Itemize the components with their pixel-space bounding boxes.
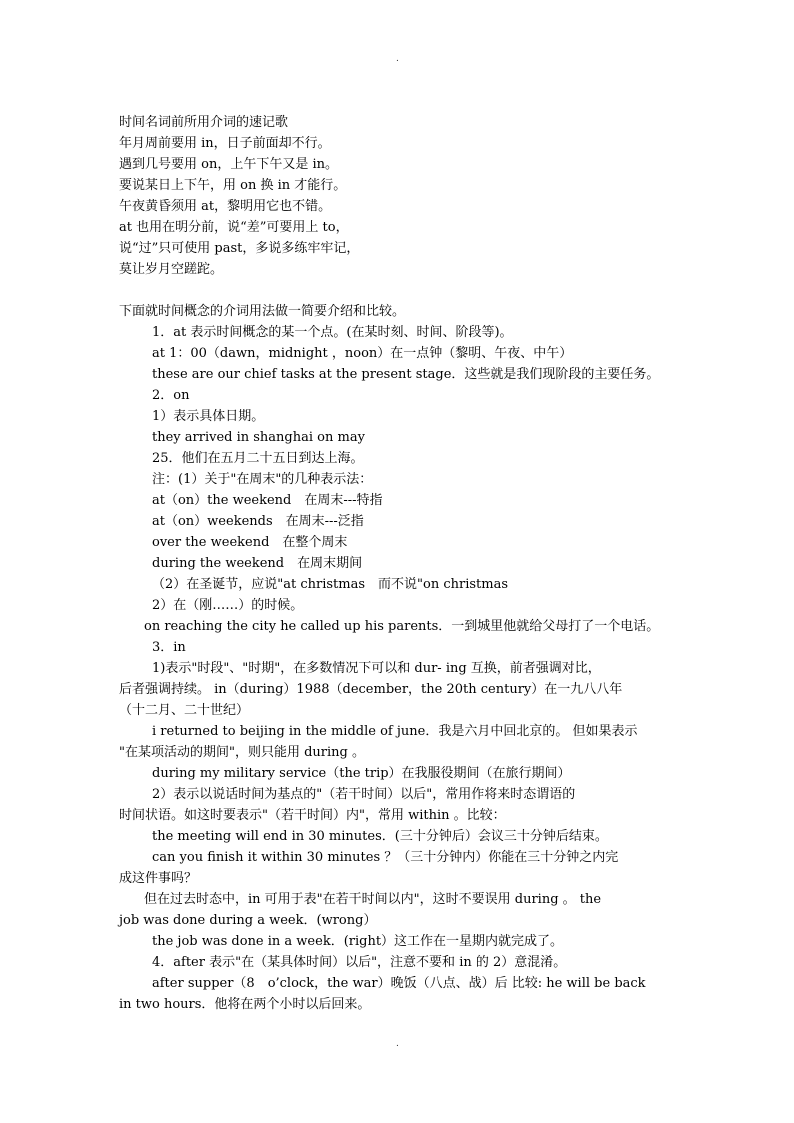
text-line: 2）在（刚……）的时候。 <box>152 598 304 613</box>
example-line: 25．他们在五月二十五日到达上海。 <box>152 451 364 466</box>
example-line: at（on）the weekend 在周末---特指 <box>152 493 383 508</box>
note-line: 注：(1）关于"在周末"的几种表示法： <box>152 472 373 487</box>
section-heading: 3．in <box>152 640 186 655</box>
footer-mark: . <box>396 1039 399 1049</box>
example-line: during my military service（the trip）在我服役期间（在旅行期间） <box>152 766 571 781</box>
header-mark: . <box>396 54 399 64</box>
example-line: in two hours．他将在两个小时以后回来。 <box>119 997 371 1012</box>
example-line: job was done during a week．(wrong） <box>119 913 377 928</box>
poem-line: 说“过”只可使用 past，多说多练牢牢记， <box>119 241 360 256</box>
example-line: at 1：00（dawn，midnight ，noon）在一点钟（黎明、午夜、中午） <box>152 346 573 361</box>
example-line: these are our chief tasks at the present stage．这些就是我们现阶段的主要任务。 <box>152 367 660 382</box>
text-line: 但在过去时态中，in 可用于表"在若干时间以内"，这时不要误用 during 。 the <box>144 892 602 907</box>
section-heading: 1．at 表示时间概念的某一个点。(在某时刻、时间、阶段等)。 <box>152 325 513 340</box>
example-line: over the weekend 在整个周末 <box>152 535 348 550</box>
example-line: can you finish it within 30 minutes ？（三十分钟内）你能在三十分钟之内完 <box>152 850 619 865</box>
example-line: they arrived in shanghai on may <box>152 430 365 445</box>
note-line: （2）在圣诞节，应说"at christmas 而不说"on christmas <box>152 577 509 592</box>
text-line: 时间状语。如这时要表示"（若干时间）内"，常用 within 。比较： <box>119 808 506 823</box>
text-line: 1)表示"时段"、"时期"，在多数情况下可以和 dur- ing 互换，前者强调对比， <box>152 661 601 676</box>
example-line: the job was done in a week．(right）这工作在一星期内就完成了。 <box>152 934 564 949</box>
section-heading: 2．on <box>152 388 190 403</box>
poem-line: 午夜黄昏须用 at，黎明用它也不错。 <box>119 199 332 214</box>
poem-line: at 也用在明分前，说“差”可要用上 to， <box>119 220 349 235</box>
example-line: on reaching the city he called up his parents．一到城里他就给父母打了一个电话。 <box>144 619 660 634</box>
text-line: 2）表示以说话时间为基点的"（若干时间）以后"，常用作将来时态谓语的 <box>152 787 576 802</box>
poem-line: 莫让岁月空蹉跎。 <box>119 262 224 277</box>
text-line: 成这件事吗？ <box>119 871 198 886</box>
poem-line: 年月周前要用 in，日子前面却不行。 <box>119 136 331 151</box>
text-line: "在某项活动的期间"，则只能用 during 。 <box>119 745 365 760</box>
example-line: i returned to beijing in the middle of june．我是六月中回北京的。 但如果表示 <box>152 724 638 739</box>
poem-title: 时间名词前所用介词的速记歌 <box>119 115 289 130</box>
text-line: （十二月、二十世纪） <box>119 703 250 718</box>
section-intro: 下面就时间概念的介词用法做一简要介绍和比较。 <box>119 304 406 319</box>
text-line: 1）表示具体日期。 <box>152 409 265 424</box>
poem-line: 遇到几号要用 on，上午下午又是 in。 <box>119 157 338 172</box>
example-line: during the weekend 在周末期间 <box>152 556 363 571</box>
text-line: 后者强调持续。 in（during）1988（december，the 20th century）在一九八八年 <box>119 682 623 697</box>
example-line: after supper（8 o’clock，the war）晚饭（八点、战）后 比较: he will be back <box>152 976 646 991</box>
example-line: the meeting will end in 30 minutes．(三十分钟后）会议三十分钟后结束。 <box>152 829 608 844</box>
example-line: at（on）weekends 在周末---泛指 <box>152 514 364 529</box>
section-heading: 4．after 表示"在（某具体时间）以后"，注意不要和 in 的 2）意混淆。 <box>152 955 567 970</box>
poem-line: 要说某日上下午，用 on 换 in 才能行。 <box>119 178 347 193</box>
